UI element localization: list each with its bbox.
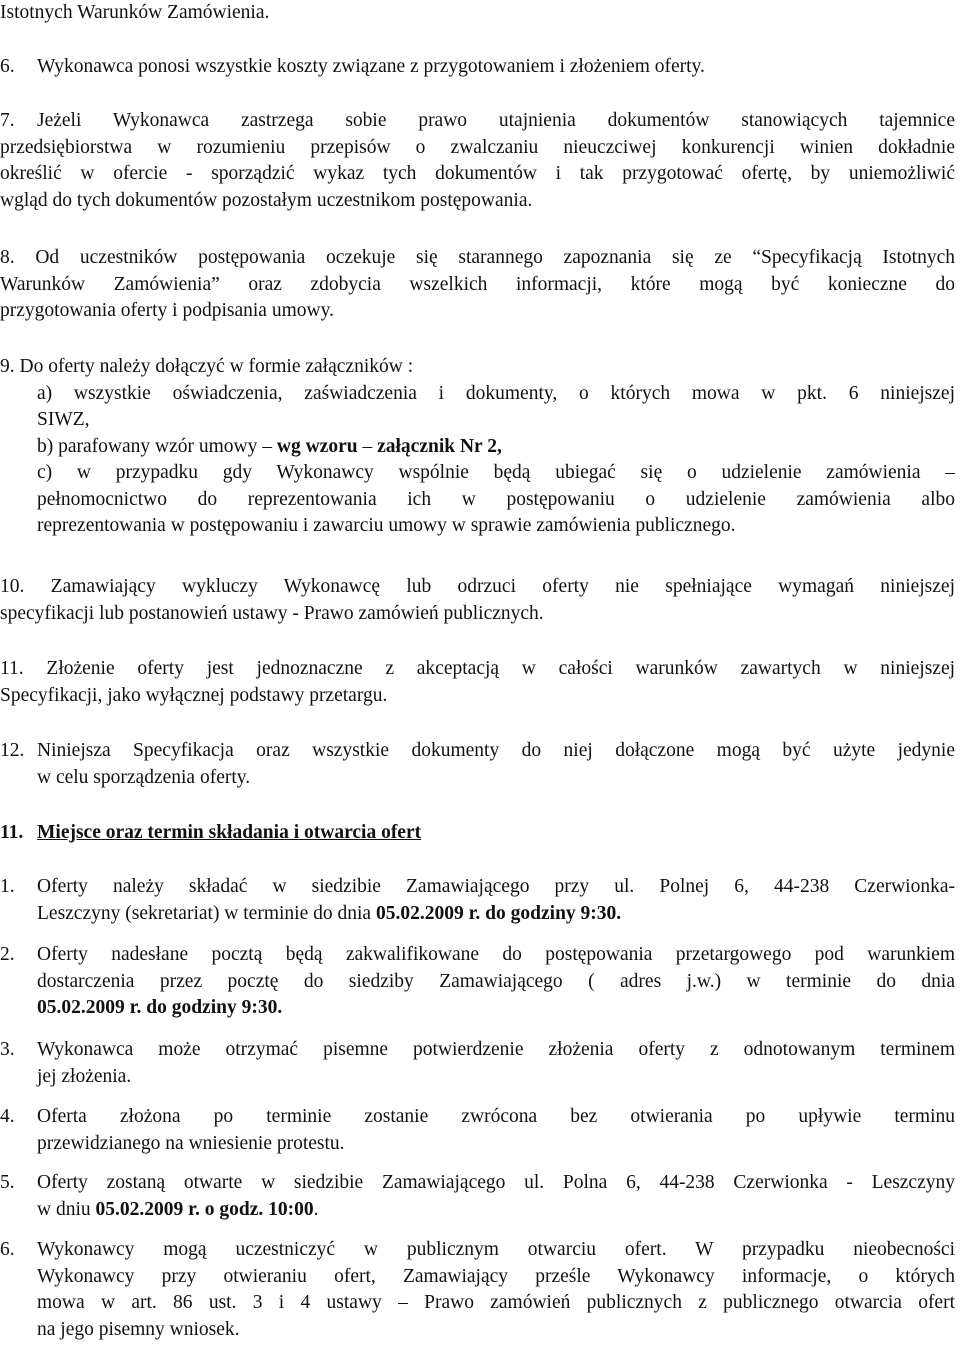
term-item-3 — [0, 1037, 955, 1090]
item-number: 4. — [0, 1106, 15, 1127]
text-line: Oferty zostaną otwarte w siedzibie Zamawiającego ul. Polna 6, 44-238 Czerwionka - Leszczyny — [37, 1172, 955, 1193]
text-line: określić w ofercie - sporządzić wykaz tych dokumentów i tak przygotować ofertę, by uniemożliwić — [0, 163, 955, 184]
text-line: pełnomocnictwo do reprezentowania ich w postępowaniu o udzielenie zamówienia albo — [37, 488, 955, 510]
bold-text: wg wzoru — [276, 435, 358, 457]
item-number: 2. — [0, 944, 15, 965]
item-9 — [0, 354, 955, 540]
attachment-list — [0, 381, 955, 540]
text-line: Jeżeli Wykonawca zastrzega sobie prawo utajnienia dokumentów stanowiących tajemnice — [37, 110, 955, 131]
text-line: na jego pisemny wniosek. — [37, 1318, 240, 1340]
item-text: Wykonawca ponosi wszystkie koszty związane z przygotowaniem i złożeniem oferty. — [37, 56, 705, 77]
text-line: Od uczestników postępowania oczekuje się starannego zapoznania się ze “Specyfikacją Istotnych — [35, 247, 956, 268]
item-number: 6. — [0, 56, 15, 77]
term-item-4 — [0, 1104, 955, 1157]
item-number: 11. — [0, 658, 24, 679]
text-line: SIWZ, — [37, 409, 90, 430]
text-line: przygotowania oferty i podpisania umowy. — [0, 300, 334, 321]
item-number: 9. — [0, 356, 15, 377]
text-line: przewidzianego na wniesienie protestu. — [37, 1132, 345, 1154]
list-item-b: b) parafowany wzór umowy – wg wzoru – załącznik Nr 2, — [37, 435, 502, 457]
text-line: w dniu 05.02.2009 r. o godz. 10:00. — [37, 1198, 319, 1220]
text-line: Istotnych Warunków Zamówienia. — [0, 2, 270, 23]
item-number: 1. — [0, 876, 15, 897]
item-11 — [0, 656, 955, 709]
text-line: reprezentowania w postępowaniu i zawarciu umowy w sprawie zamówienia publicznego. — [37, 515, 736, 536]
item-number: 10. — [0, 576, 25, 597]
paragraph-continuation — [0, 0, 955, 27]
heading-title: Miejsce oraz termin składania i otwarcia ofert — [37, 822, 422, 843]
item-number: 8. — [0, 247, 15, 268]
text-line: w celu sporządzenia oferty. — [37, 766, 251, 788]
text-line: jej złożenia. — [37, 1065, 132, 1087]
text-line: dostarczenia przez pocztę do siedziby Zamawiającego ( adres j.w.) w terminie do dnia — [37, 970, 955, 992]
item-number: 6. — [0, 1239, 15, 1260]
item-number: 12. — [0, 740, 25, 761]
text-line — [0, 995, 955, 1022]
text-line: specyfikacji lub postanowień ustawy - Prawo zamówień publicznych. — [0, 602, 544, 624]
list-item-a: a) wszystkie oświadczenia, zaświadczenia i dokumenty, o których mowa w pkt. 6 niniejszej — [37, 382, 955, 404]
item-7 — [0, 108, 955, 214]
text-line: Do oferty należy dołączyć w formie załączników : — [19, 356, 414, 377]
text-line: mowa w art. 86 ust. 3 i 4 ustawy – Prawo zamówień publicznych z publicznego otwarcia ofert — [37, 1292, 955, 1313]
deadline-bold: 05.02.2009 r. do godziny 9:30. — [375, 902, 622, 924]
text-line: Złożenie oferty jest jednoznaczne z akceptacją w całości warunków zawartych w niniejszej — [46, 658, 956, 679]
item-12 — [0, 738, 955, 791]
text-line: Niniejsza Specyfikacja oraz wszystkie dokumenty do niej dołączone mogą być użyte jedynie — [37, 740, 955, 761]
opening-date-bold: 05.02.2009 r. o godz. 10:00 — [95, 1198, 314, 1220]
item-number: 7. — [0, 110, 15, 131]
deadline-bold: 05.02.2009 r. do godziny 9:30. — [37, 997, 283, 1018]
text-line: przedsiębiorstwa w rozumieniu przepisów o zwalczaniu nieuczciwej konkurencji winien dokładnie — [0, 136, 955, 158]
text-line: Zamawiający wykluczy Wykonawcę lub odrzuci oferty nie spełniające wymagań niniejszej — [50, 576, 956, 597]
item-10 — [0, 574, 955, 627]
text-line: Warunków Zamówienia” oraz zdobycia wszelkich informacji, które mogą być konieczne do — [0, 273, 955, 295]
term-item-2 — [0, 942, 955, 1022]
text-line: Oferty należy składać w siedzibie Zamawiającego przy ul. Polnej 6, 44-238 Czerwionka- — [37, 876, 955, 897]
term-item-6 — [0, 1237, 955, 1343]
list-item-c: c) w przypadku gdy Wykonawcy wspólnie będą ubiegać się o udzielenie zamówienia – — [37, 462, 955, 483]
bold-text: załącznik Nr 2, — [377, 435, 502, 457]
text-line: Specyfikacji, jako wyłącznej podstawy przetargu. — [0, 684, 388, 706]
text-line: Oferta złożona po terminie zostanie zwrócona bez otwierania po upływie terminu — [37, 1106, 955, 1127]
text-line: Wykonawcy przy otwieraniu ofert, Zamawiający prześle Wykonawcy informacje, o których — [37, 1265, 955, 1287]
item-6 — [0, 54, 955, 81]
text-line: Wykonawca może otrzymać pisemne potwierdzenie złożenia oferty z odnotowanym terminem — [37, 1039, 955, 1060]
text-line: wgląd do tych dokumentów pozostałym uczestnikom postępowania. — [0, 189, 533, 211]
item-8 — [0, 245, 955, 325]
term-item-1 — [0, 874, 955, 927]
heading-number: 11. — [0, 822, 24, 843]
section-heading — [0, 820, 955, 847]
text-line: Wykonawcy mogą uczestniczyć w publicznym otwarciu ofert. W przypadku nieobecności — [37, 1239, 955, 1260]
item-number: 3. — [0, 1039, 15, 1060]
text-line: Oferty nadesłane pocztą będą zakwalifikowane do postępowania przetargowego pod warunkiem — [37, 944, 955, 965]
item-number: 5. — [0, 1172, 15, 1193]
term-item-5 — [0, 1170, 955, 1223]
text-line: Leszczyny (sekretariat) w terminie do dnia 05.02.2009 r. do godziny 9:30. — [37, 902, 622, 924]
